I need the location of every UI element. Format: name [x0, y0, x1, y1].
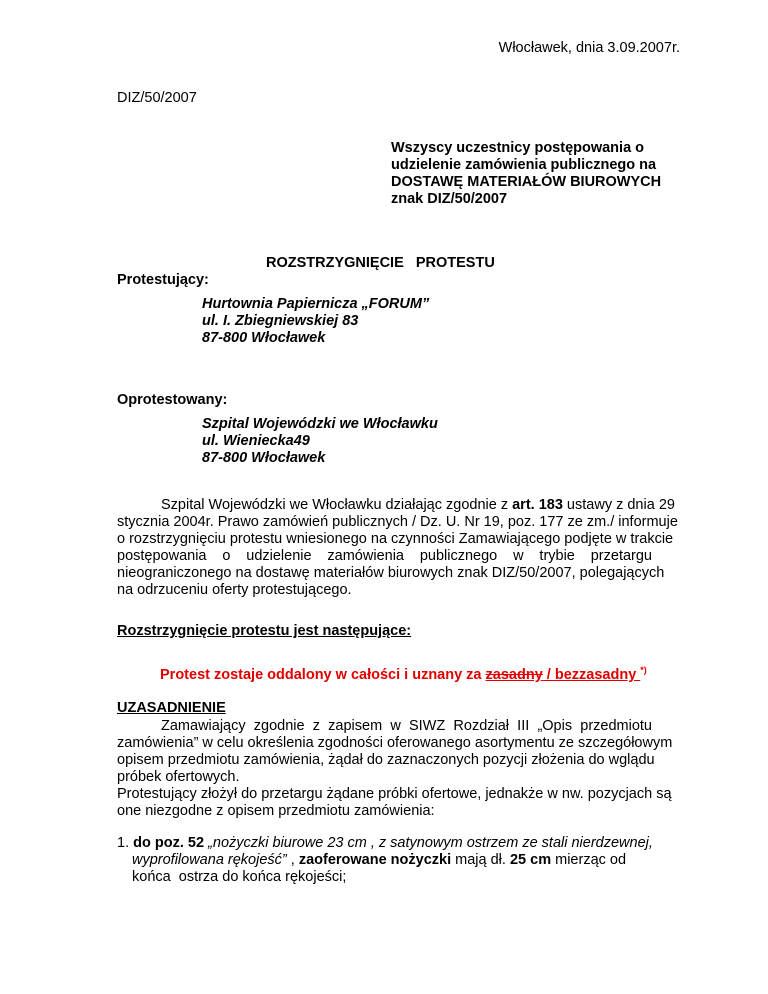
item-text: mierząc od	[551, 852, 627, 868]
item-text: ,	[286, 852, 299, 868]
respondent-label: Oprotestowany:	[117, 392, 228, 408]
protester-address	[202, 296, 429, 347]
item-number: 1.	[117, 835, 134, 851]
protester-label: Protestujący:	[117, 272, 209, 288]
place-date: Włocławek, dnia 3.09.2007r.	[498, 40, 680, 56]
item-position: do poz. 52	[133, 835, 205, 851]
justification-line: próbek ofertowych.	[117, 769, 240, 785]
justification-line: zamówienia” w celu określenia zgodności oferowanego asortymentu ze szczegółowym	[117, 735, 673, 751]
addressee-block	[391, 140, 661, 208]
justification-line: one niezgodne z opisem przedmiotu zamówienia:	[117, 803, 435, 819]
decision-heading: Rozstrzygnięcie protestu jest następujące:	[117, 623, 412, 639]
decision-separator: /	[542, 666, 555, 683]
list-item	[117, 835, 677, 886]
item-quote: „nożyczki biurowe 23 cm , z satynowym ostrzem ze stali nierdzewnej,	[204, 835, 653, 851]
respondent-street: ul. Wieniecka49	[202, 433, 310, 449]
protester-street: ul. I. Zbiegniewskiej 83	[202, 313, 359, 329]
addressee-line: znak DIZ/50/2007	[391, 191, 508, 207]
reference-number: DIZ/50/2007	[117, 90, 197, 106]
addressee-line: DOSTAWĘ MATERIAŁÓW BIUROWYCH	[391, 174, 662, 190]
respondent-address	[202, 416, 438, 467]
justification-line: Protestujący złożył do przetargu żądane próbki ofertowe, jednakże w nw. pozycjach są	[117, 786, 672, 802]
decision-option-selected: bezzasadny	[554, 666, 641, 683]
item-offered: zaoferowane nożyczki	[298, 852, 452, 868]
justification-line: opisem przedmiotu zamówienia, żądał do zaznaczonych pozycji złożenia do wglądu	[117, 752, 655, 768]
document-title: ROZSTRZYGNIĘCIE PROTESTU	[266, 255, 495, 271]
addressee-line: udzielenie zamówienia publicznego na	[391, 157, 657, 173]
item-quote: wyprofilowana rękojeść”	[132, 852, 287, 868]
protester-city: 87-800 Włocławek	[202, 330, 326, 346]
intro-line: nieograniczonego na dostawę materiałów biurowych znak DIZ/50/2007, polegających	[117, 565, 665, 581]
decision-option-struck: zasadny	[485, 666, 543, 683]
item-text: mają dł.	[451, 852, 510, 868]
intro-line: na odrzuceniu oferty protestującego.	[117, 582, 352, 598]
intro-article: art. 183	[512, 497, 563, 513]
respondent-name: Szpital Wojewódzki we Włocławku	[202, 416, 438, 432]
justification-line: Zamawiający zgodnie z zapisem w SIWZ Rozdział III „Opis przedmiotu	[161, 718, 652, 734]
respondent-city: 87-800 Włocławek	[202, 450, 326, 466]
protester-name: Hurtownia Papiernicza „FORUM”	[202, 296, 430, 312]
intro-text: Szpital Wojewódzki we Włocławku działając zgodnie z	[161, 497, 513, 513]
decision-statement	[160, 662, 647, 684]
decision-text: Protest zostaje oddalony w całości i uznany za	[160, 666, 486, 683]
justification-body	[117, 718, 673, 820]
intro-line: postępowania o udzielenie zamówienia publicznego w trybie przetargu	[117, 548, 652, 564]
decision-footnote: *)	[640, 665, 647, 675]
intro-text: ustawy z dnia 29	[562, 497, 675, 513]
item-length: 25 cm	[509, 852, 552, 868]
justification-heading: UZASADNIENIE	[117, 700, 226, 716]
addressee-line: Wszyscy uczestnicy postępowania o	[391, 140, 645, 156]
intro-line: o rozstrzygnięciu protestu wniesionego na czynności Zamawiającego podjęte w trakcie	[117, 531, 674, 547]
intro-line: stycznia 2004r. Prawo zamówień publicznych / Dz. U. Nr 19, poz. 177 ze zm./ informuje	[117, 514, 678, 530]
item-text: końca ostrza do końca rękojeści;	[132, 869, 347, 885]
intro-paragraph	[117, 497, 678, 599]
